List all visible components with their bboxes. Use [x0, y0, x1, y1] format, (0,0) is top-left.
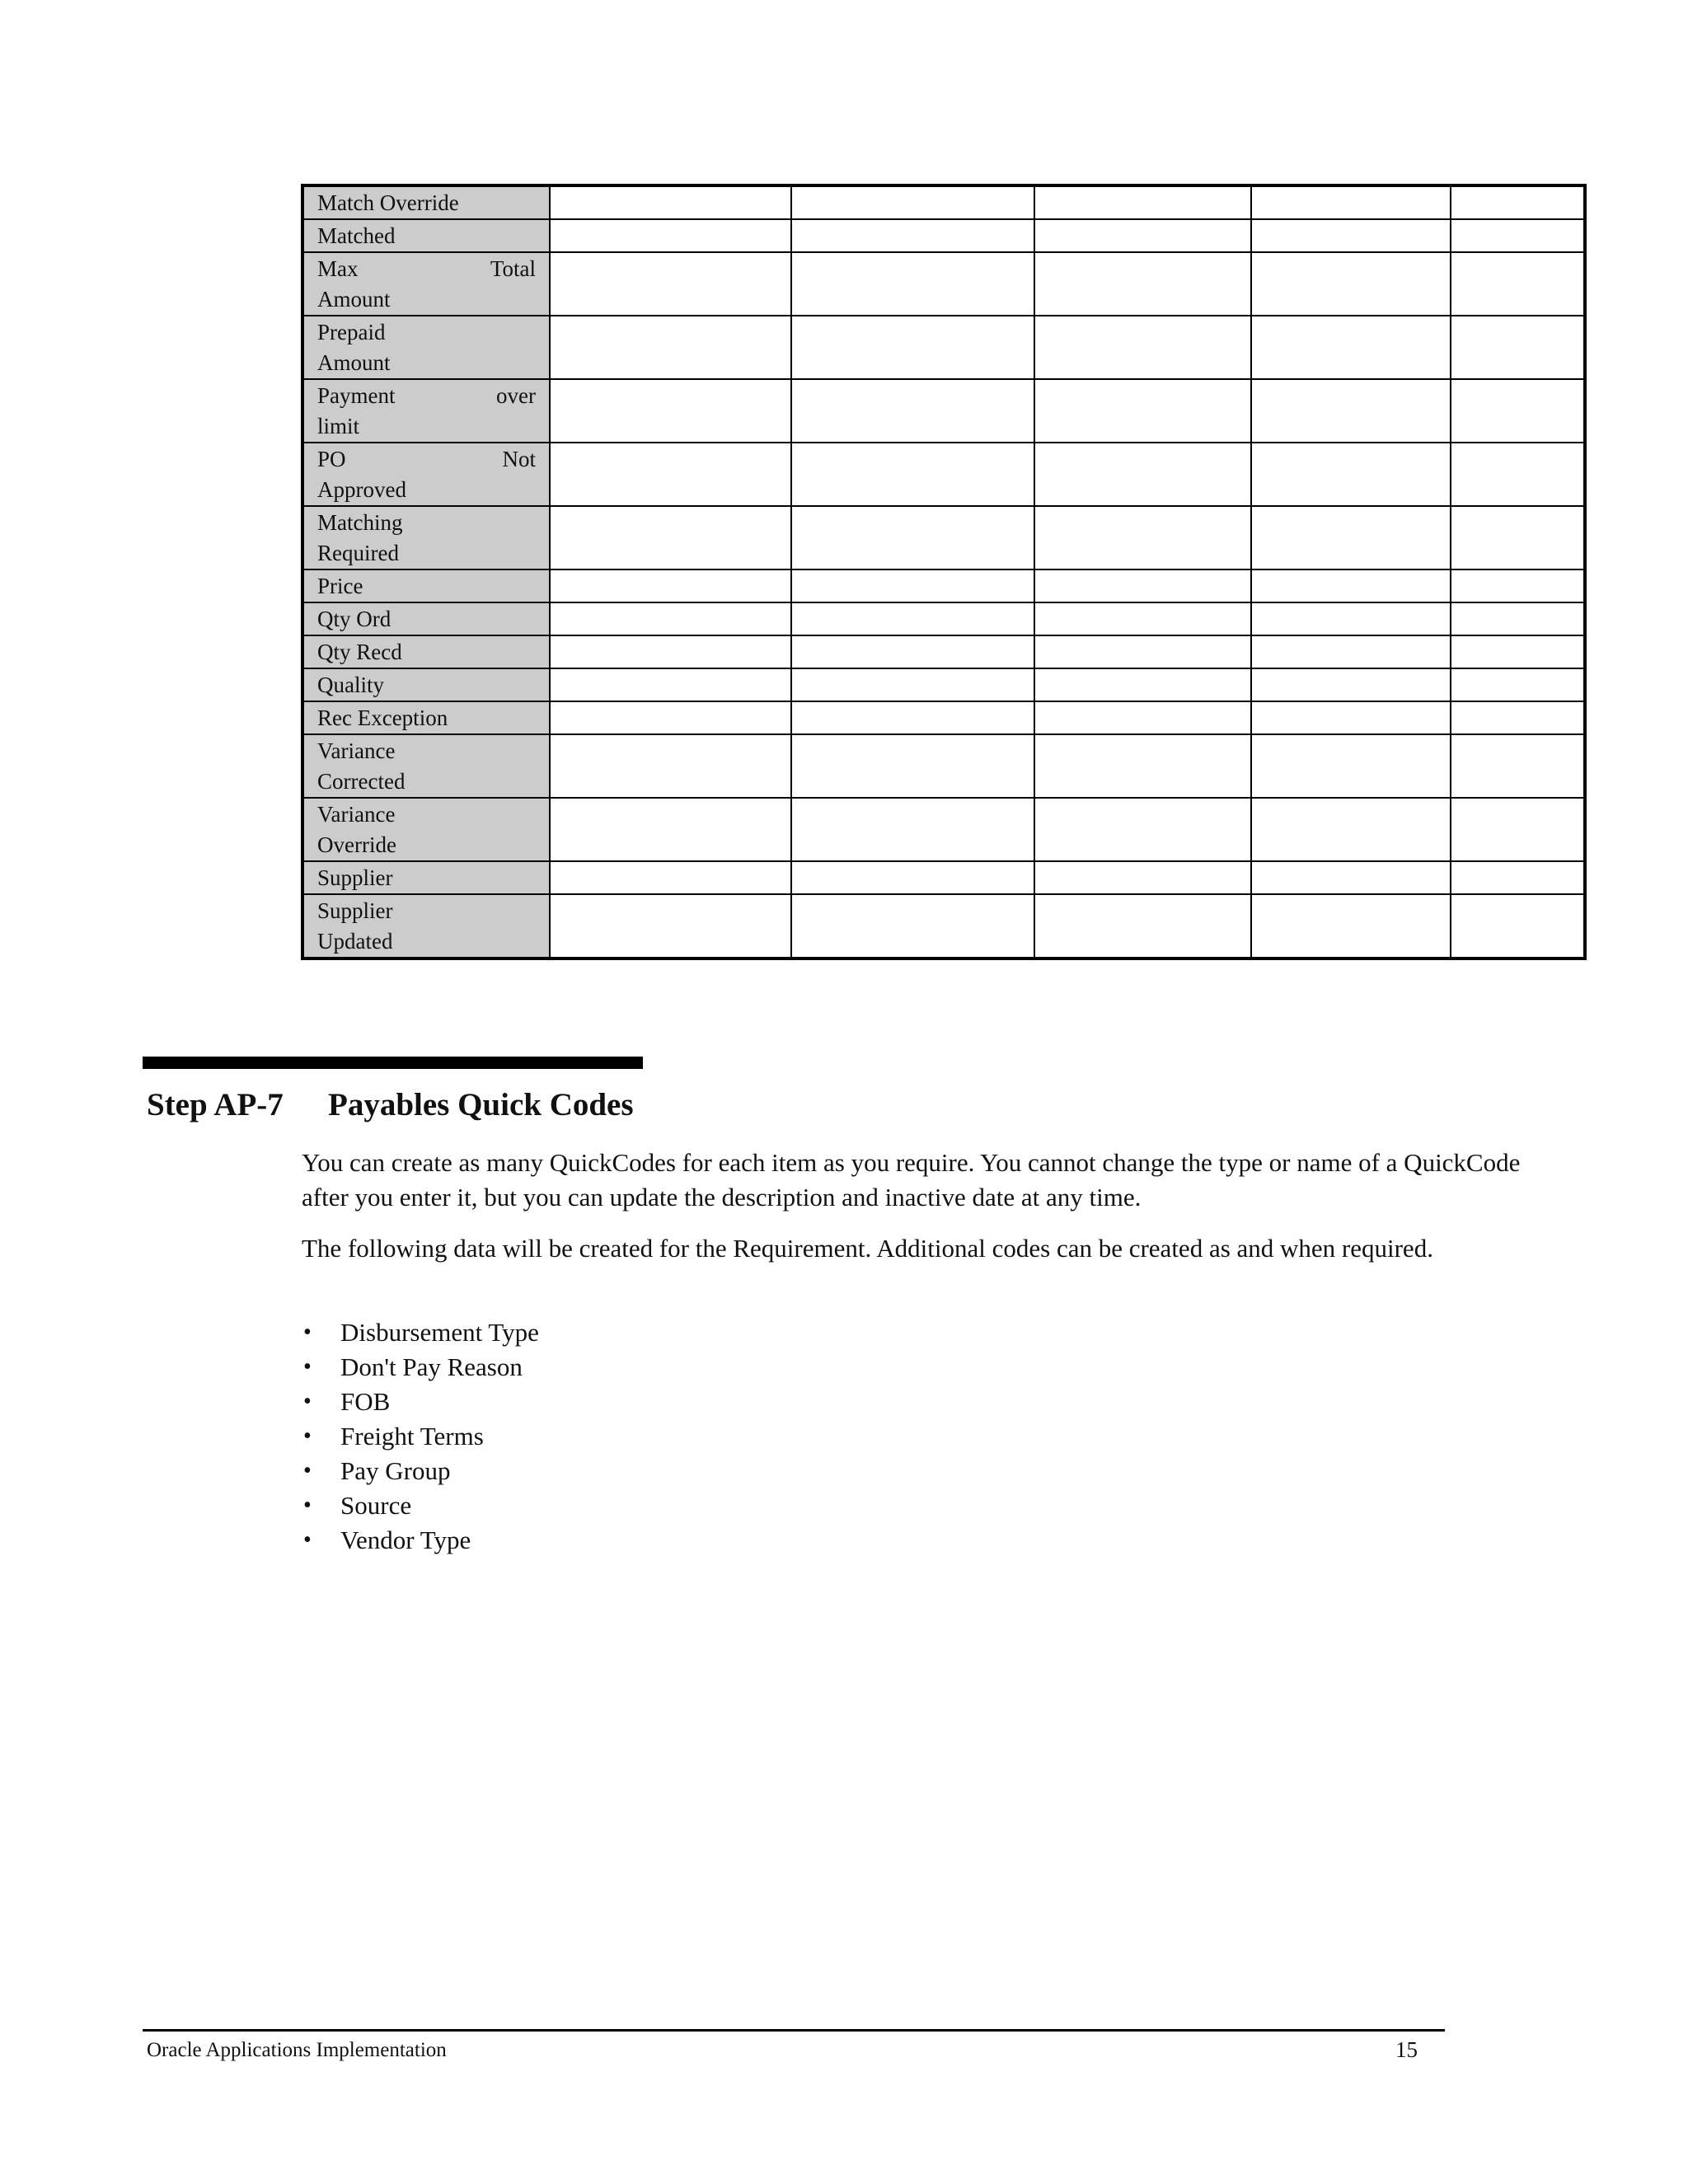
row-label	[302, 894, 550, 958]
row-label-text-line2: limit	[317, 414, 360, 438]
table-cell	[550, 668, 791, 701]
table-cell	[791, 569, 1034, 602]
table-cell	[550, 316, 791, 379]
row-label-text-line2: Amount	[317, 287, 391, 312]
bullet-icon: •	[303, 1354, 312, 1380]
table-cell	[1451, 316, 1585, 379]
table-cell	[1451, 443, 1585, 506]
table-cell	[1451, 798, 1585, 861]
table-body	[302, 185, 1585, 958]
table-cell	[1251, 894, 1451, 958]
table-cell	[1251, 668, 1451, 701]
table-cell	[1251, 506, 1451, 569]
table-cell	[1451, 569, 1585, 602]
table-cell	[791, 443, 1034, 506]
table-row	[302, 701, 1585, 734]
row-label-text-line2: Required	[317, 541, 399, 565]
table-cell	[1034, 635, 1251, 668]
row-label	[302, 861, 550, 894]
table-row	[302, 219, 1585, 252]
bullet-icon: •	[303, 1458, 312, 1483]
footer-rule	[143, 2029, 1445, 2032]
quick-code-list	[302, 1315, 539, 1558]
table-cell	[1251, 379, 1451, 443]
table-cell	[1251, 701, 1451, 734]
table-cell	[1251, 252, 1451, 316]
table-cell	[1251, 316, 1451, 379]
row-label-text: Matching	[317, 510, 403, 535]
row-label-text: Payment over	[317, 383, 536, 408]
row-label	[302, 219, 550, 252]
bullet-icon: •	[303, 1319, 312, 1345]
section-heading	[147, 1086, 634, 1123]
table-cell	[1251, 569, 1451, 602]
table-cell	[550, 734, 791, 798]
row-label-text: Supplier	[317, 898, 393, 923]
table-cell	[1251, 185, 1451, 219]
table-row	[302, 894, 1585, 958]
row-label	[302, 602, 550, 635]
bullet-icon: •	[303, 1389, 312, 1414]
table-cell	[1034, 668, 1251, 701]
list-item: • Disbursement Type	[302, 1315, 539, 1350]
table-cell	[1034, 316, 1251, 379]
table-cell	[1451, 668, 1585, 701]
table-row	[302, 734, 1585, 798]
list-item: • Source	[302, 1488, 539, 1523]
table-cell	[791, 635, 1034, 668]
row-label-text: Variance	[317, 738, 396, 763]
table-cell	[791, 668, 1034, 701]
table-cell	[1034, 219, 1251, 252]
table-cell	[1451, 861, 1585, 894]
paragraph-requirement: The following data will be created for the Requirement. Additional codes can be created as and when required.	[302, 1234, 1433, 1263]
table-cell	[550, 635, 791, 668]
table-cell	[791, 379, 1034, 443]
table-cell	[791, 219, 1034, 252]
table-cell	[550, 185, 791, 219]
bullet-icon: •	[303, 1493, 312, 1518]
step-number: Step AP-7	[147, 1087, 284, 1122]
table-cell	[791, 252, 1034, 316]
table-cell	[550, 798, 791, 861]
row-label	[302, 185, 550, 219]
table-cell	[791, 602, 1034, 635]
table-cell	[791, 894, 1034, 958]
table-row	[302, 185, 1585, 219]
table-cell	[791, 798, 1034, 861]
table-cell	[791, 734, 1034, 798]
row-label-text: Prepaid	[317, 320, 386, 344]
row-label-text-line2: Override	[317, 832, 396, 857]
table-cell	[550, 602, 791, 635]
row-label-text-line2: Updated	[317, 929, 393, 954]
table-cell	[1451, 506, 1585, 569]
list-item: • FOB	[302, 1385, 539, 1419]
list-item: • Freight Terms	[302, 1419, 539, 1454]
table-cell	[550, 219, 791, 252]
table-cell	[791, 506, 1034, 569]
table-cell	[1451, 635, 1585, 668]
table-cell	[1034, 861, 1251, 894]
row-label-text: Qty Ord	[317, 607, 392, 631]
table-cell	[1034, 734, 1251, 798]
table-cell	[1251, 443, 1451, 506]
table-cell	[1251, 734, 1451, 798]
table-cell	[1451, 219, 1585, 252]
page-number: 15	[1395, 2037, 1418, 2062]
table-cell	[1451, 734, 1585, 798]
table-cell	[1251, 635, 1451, 668]
table-cell	[1251, 602, 1451, 635]
row-label-text: Supplier	[317, 865, 393, 890]
table-cell	[550, 569, 791, 602]
table-cell	[1451, 602, 1585, 635]
footer-title: Oracle Applications Implementation	[147, 2039, 447, 2061]
row-label-text-line2: Approved	[317, 477, 406, 502]
paragraph-intro: You can create as many QuickCodes for each item as you require. You cannot change the type or name of a QuickCode after you enter it, but you can update the description and inactive date at any time.	[302, 1148, 1521, 1212]
table-cell	[1251, 798, 1451, 861]
row-label-text: Variance	[317, 802, 396, 827]
table-cell	[550, 379, 791, 443]
table-cell	[791, 701, 1034, 734]
table-cell	[550, 701, 791, 734]
row-label	[302, 379, 550, 443]
table-cell	[791, 185, 1034, 219]
table-cell	[1034, 185, 1251, 219]
bullet-icon: •	[303, 1423, 312, 1449]
exception-table	[301, 184, 1587, 960]
row-label-text-line2: Corrected	[317, 769, 406, 794]
row-label-text: Rec Exception	[317, 705, 448, 730]
table-row	[302, 379, 1585, 443]
row-label	[302, 798, 550, 861]
row-label	[302, 316, 550, 379]
row-label-text: Qty Recd	[317, 640, 402, 664]
row-label-text: Matched	[317, 223, 396, 248]
table-row	[302, 252, 1585, 316]
table-row	[302, 506, 1585, 569]
table-cell	[1034, 379, 1251, 443]
table-cell	[1451, 894, 1585, 958]
table-cell	[550, 894, 791, 958]
table-cell	[1451, 185, 1585, 219]
table-cell	[1034, 798, 1251, 861]
table-row	[302, 861, 1585, 894]
row-label	[302, 506, 550, 569]
row-label	[302, 569, 550, 602]
table-cell	[550, 252, 791, 316]
table-cell	[1034, 701, 1251, 734]
table-cell	[1034, 569, 1251, 602]
table-cell	[550, 861, 791, 894]
table-row	[302, 635, 1585, 668]
bullet-icon: •	[303, 1527, 312, 1553]
list-item: • Vendor Type	[302, 1523, 539, 1558]
table-cell	[1034, 894, 1251, 958]
row-label-text: Price	[317, 574, 363, 598]
table-cell	[1034, 443, 1251, 506]
table-cell	[1034, 506, 1251, 569]
section-rule	[143, 1057, 643, 1069]
section-title: Payables Quick Codes	[328, 1087, 634, 1122]
table-row	[302, 569, 1585, 602]
table-cell	[1251, 861, 1451, 894]
table-cell	[1034, 252, 1251, 316]
table-row	[302, 798, 1585, 861]
table-cell	[550, 443, 791, 506]
row-label-text: Max Total	[317, 256, 536, 281]
table-cell	[791, 316, 1034, 379]
row-label-text-line2: Amount	[317, 350, 391, 375]
table-cell	[1251, 219, 1451, 252]
row-label	[302, 734, 550, 798]
row-label	[302, 668, 550, 701]
table-cell	[550, 506, 791, 569]
table-row	[302, 602, 1585, 635]
row-label	[302, 701, 550, 734]
table-cell	[1451, 252, 1585, 316]
row-label	[302, 443, 550, 506]
table-cell	[1451, 701, 1585, 734]
table-cell	[791, 861, 1034, 894]
table-cell	[1034, 602, 1251, 635]
table-cell	[1451, 379, 1585, 443]
row-label	[302, 635, 550, 668]
table-row	[302, 668, 1585, 701]
row-label-text: Quality	[317, 673, 384, 697]
table-row	[302, 443, 1585, 506]
row-label-text: Match Override	[317, 190, 459, 215]
row-label	[302, 252, 550, 316]
list-item: • Don't Pay Reason	[302, 1350, 539, 1385]
row-label-text: PO Not	[317, 447, 536, 471]
list-item: • Pay Group	[302, 1454, 539, 1488]
table-row	[302, 316, 1585, 379]
